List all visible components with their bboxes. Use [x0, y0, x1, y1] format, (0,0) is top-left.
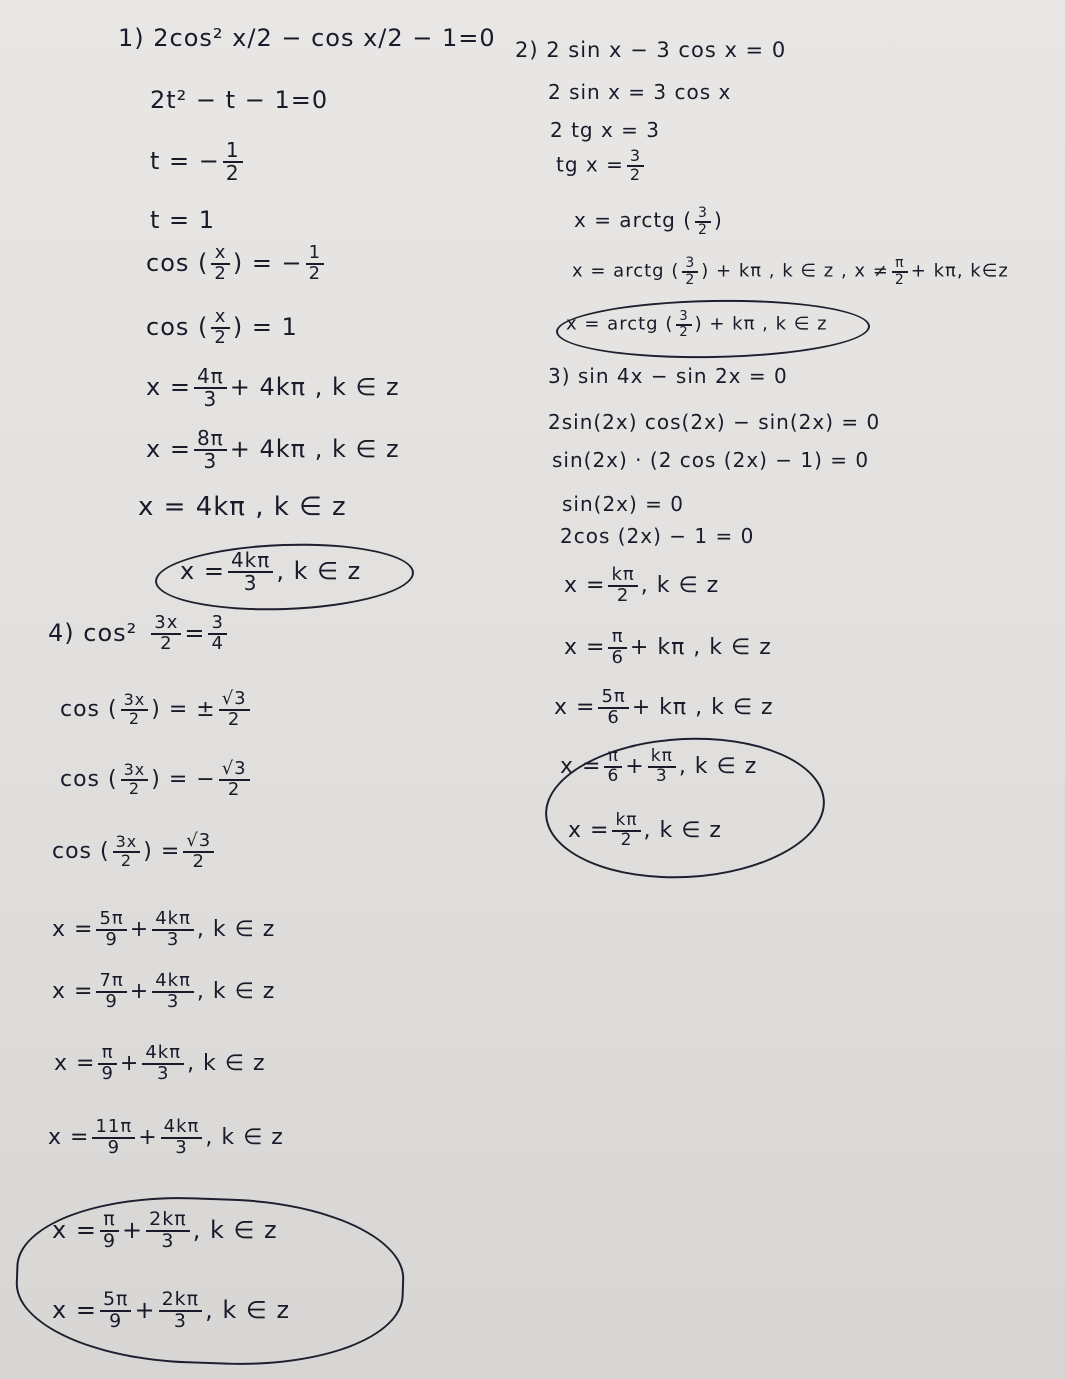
step-line: x = $\frac{\pi}{9}$ + $\frac{4k\pi}{3}$ , k ∈ z [54, 1042, 266, 1084]
step-line: sin(2x) · (2 cos (2x) − 1) = 0 [552, 448, 870, 472]
step-line: cos ( $\frac{x}{2}$ ) = − $\frac{1}{2}$ [146, 244, 327, 284]
step-line: 2t² − t − 1=0 [150, 86, 329, 114]
final-answer: x = $\frac{k\pi}{2}$ , k ∈ z [568, 810, 722, 850]
step-line: 2sin(2x) cos(2x) − sin(2x) = 0 [548, 410, 881, 434]
step-line: cos ( $\frac{3x}{2}$ ) = − $\frac{√3}{2}$ [60, 760, 253, 800]
final-answer: x = $\frac{4k\pi}{3}$ , k ∈ z [180, 548, 362, 595]
step-line: x = $\frac{11\pi}{9}$ + $\frac{4k\pi}{3}$ , k ∈ z [48, 1116, 284, 1158]
final-answer: x = $\frac{\pi}{9}$ + $\frac{2k\pi}{3}$ , k ∈ z [52, 1208, 278, 1252]
problem-1-header: 1) 2cos² x/2 − cos x/2 − 1=0 [118, 24, 496, 52]
step-line: 2cos (2x) − 1 = 0 [560, 524, 755, 548]
step-line: x = $\frac{7\pi}{9}$ + $\frac{4k\pi}{3}$ , k ∈ z [52, 970, 276, 1012]
step-line: tg x = $\frac{3}{2}$ [556, 148, 647, 184]
step-line: x = $\frac{5\pi}{9}$ + $\frac{4k\pi}{3}$ , k ∈ z [52, 908, 276, 950]
step-line: x = arctg ( $\frac{3}{2}$ ) + kπ , k ∈ z , x ≠ $\frac{\pi}{2}$ + kπ, k∈z [572, 255, 1009, 288]
step-line: x = $\frac{k\pi}{2}$ , k ∈ z [564, 564, 720, 606]
step-line: cos ( $\frac{x}{2}$ ) = 1 [146, 306, 298, 348]
problem-3-header: 3) sin 4x − sin 2x = 0 [548, 364, 788, 388]
step-line: x = 4kπ , k ∈ z [138, 492, 347, 522]
step-line: 2 tg x = 3 [550, 118, 661, 142]
step-line: x = $\frac{4\pi}{3}$ + 4kπ , k ∈ z [146, 364, 400, 411]
final-answer: x = $\frac{5\pi}{9}$ + $\frac{2k\pi}{3}$ , k ∈ z [52, 1288, 291, 1332]
final-answer: x = arctg ( $\frac{3}{2}$ ) + kπ , k ∈ z [566, 309, 828, 340]
step-line: t = 1 [150, 206, 216, 234]
step-line: x = $\frac{8\pi}{3}$ + 4kπ , k ∈ z [146, 426, 400, 473]
problem-2-header: 2) 2 sin x − 3 cos x = 0 [515, 38, 787, 62]
problem-4-header: 4) cos² $\frac{3x}{2}$ = $\frac{3}{4}$ [48, 614, 230, 654]
step-line: cos ( $\frac{3x}{2}$ ) = ± $\frac{√3}{2}$ [60, 690, 253, 730]
step-line: t = − $\frac{1}{2}$ [150, 140, 246, 184]
step-line: x = $\frac{5\pi}{6}$ + kπ , k ∈ z [554, 686, 774, 728]
step-line: cos ( $\frac{3x}{2}$ ) = $\frac{√3}{2}$ [52, 832, 217, 872]
final-answer: x = $\frac{\pi}{6}$ + $\frac{k\pi}{3}$ , k ∈ z [560, 746, 758, 786]
step-line: x = arctg ( $\frac{3}{2}$ ) [574, 205, 723, 238]
step-line: x = $\frac{\pi}{6}$ + kπ , k ∈ z [564, 626, 772, 668]
step-line: 2 sin x = 3 cos x [548, 80, 732, 104]
step-line: sin(2x) = 0 [562, 492, 685, 516]
